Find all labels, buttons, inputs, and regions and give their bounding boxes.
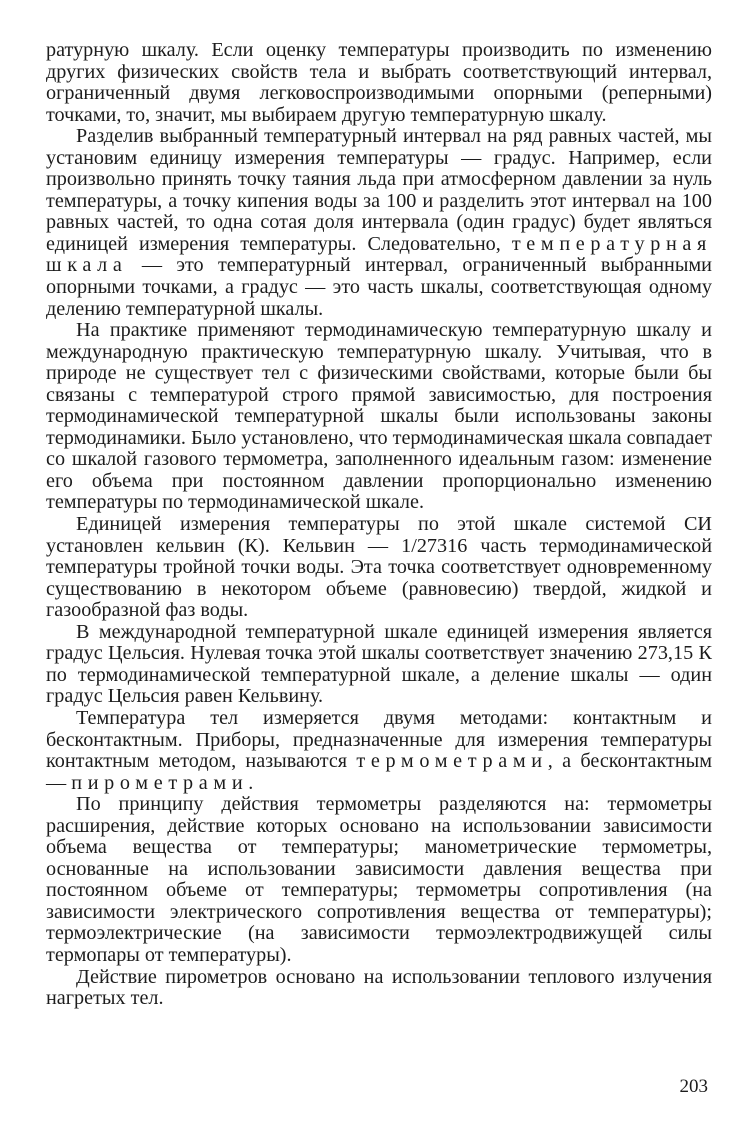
paragraph-temperature-unit <box>46 126 712 320</box>
paragraph-text: Температура тел измеряется двумя методами: контактным и бесконтактным. Приборы, предназначенные для измерения температуры контактным методом, называются <box>46 706 712 773</box>
page-number: 203 <box>679 1076 708 1097</box>
paragraph-celsius: В международной температурной шкале единицей измерения является градус Цельсия. Нулевая точка этой шкалы соответствует значению 273,15 К по термодинамической температурной шкале, а деление шкалы — один градус Цельсия равен Кельвину. <box>46 620 712 708</box>
paragraph-measurement-methods <box>46 708 712 794</box>
paragraph-pyrometers: Действие пирометров основано на использовании теплового излучения нагретых тел. <box>46 965 712 1010</box>
paragraph-thermometer-types: По принципу действия термометры разделяются на: термометры расширения, действие которых основано на использовании зависимости объема вещества от температуры; манометрические термометры, основанные на использовании зависимости давления вещества при постоянном объеме от температуры; термометры сопротивления (на зависимости электрического сопротивления вещества от температуры); термоэлектрические (на зависимости термоэлектродвижущей силы термопары от температуры). <box>46 793 712 966</box>
paragraph-text: , а бесконтактным — <box>46 750 712 794</box>
paragraph-text: . <box>248 771 254 794</box>
paragraph-thermodynamic-scale: На практике применяют термодинамическую температурную шкалу и международную практическую температурную шкалу. Учитывая, что в природе не существует тел с физическими свойствами, которые были бы связаны с температурой строго прямой зависимостью, для построения термодинамической температурной шкалы были использованы законы термодинамики. Было установлено, что термодинамическая шкала совпадает со шкалой газового термометра, заполненного идеальным газом: изменение его объема при постоянном давлении пропорционально изменению температуры по термодинамической шкале. <box>46 319 712 514</box>
paragraph-kelvin: Единицей измерения температуры по этой шкале системой СИ установлен кельвин (К). Кельвин — 1/27316 часть термодинамической температуры тройной точки воды. Эта точка соответствует одновременному существованию в некотором объеме (равновесию) твердой, жидкой и газообразной фаз воды. <box>46 513 712 622</box>
emphasized-term-temperature-scale: температурная шкала <box>46 232 712 277</box>
paragraph-continuation: ратурную шкалу. Если оценку температуры производить по изменению других физических свойств тела и выбрать соответствующий интервал, ограниченный двумя легковоспроизводимыми опорными (реперными) точками, то, значит, мы выбираем другую температурную шкалу. <box>46 39 712 126</box>
emphasized-term-thermometers: термометрами <box>356 750 548 773</box>
emphasized-term-pyrometers: пирометрами <box>71 771 249 794</box>
paragraph-text: — это температурный интервал, ограниченный выбранными опорными точками, а градус — это часть шкалы, соответствующая одному делению температурной шкалы. <box>46 254 712 320</box>
paragraph-text: Разделив выбранный температурный интервал на ряд равных частей, мы установим единицу измерения температуры — градус. Например, если произвольно принять точку таяния льда при атмосферном давлении за нуль температуры, а точку кипения воды за 100 и разделить этот интервал на 100 равных частей, то одна сотая доля интервала (один градус) будет являться единицей измерения температуры. Следовательно, <box>46 125 712 255</box>
